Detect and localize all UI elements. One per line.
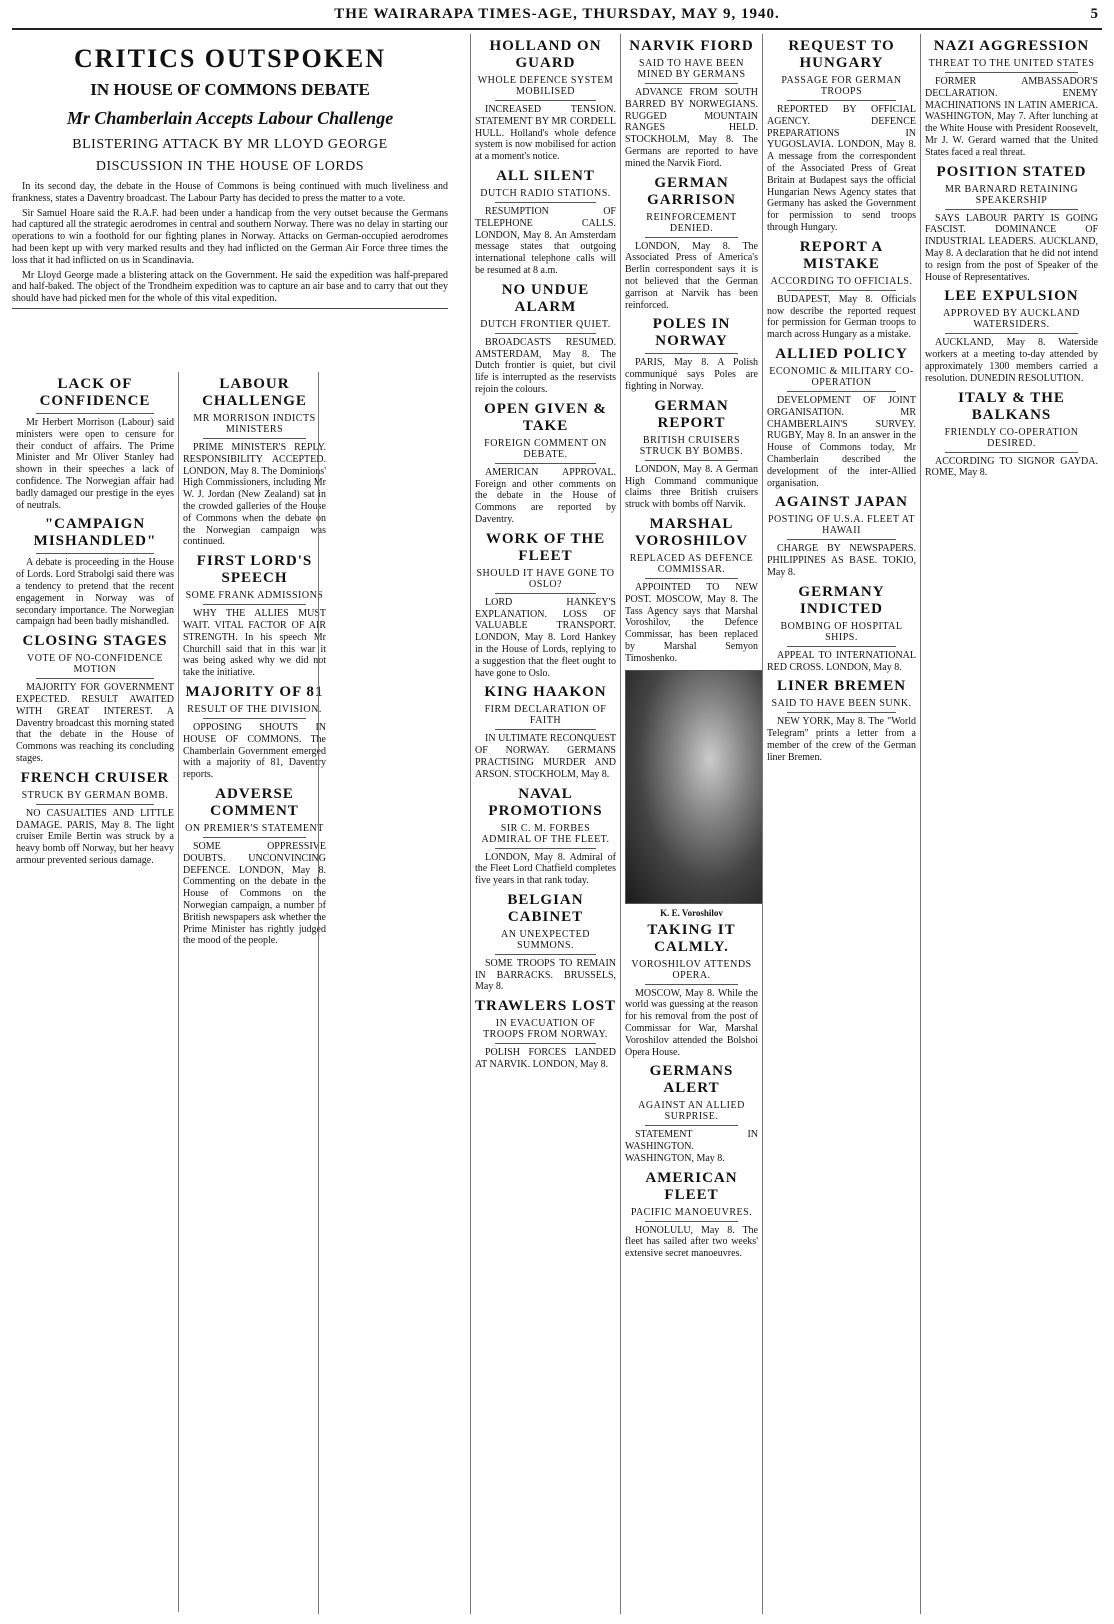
article-body: REPORTED BY OFFICIAL AGENCY. DEFENCE PREPARATIONS IN YUGOSLAVIA. LONDON, May 8. A message from the correspondent of the Associated Press of Great Britain at Budapest says the official Hungarian News Agency states that Germany has asked the Government for permission to send troops through Hungary. [767,104,916,233]
article-headline: GERMAN GARRISON [647,174,736,208]
article-body: NO CASUALTIES AND LITTLE DAMAGE. PARIS, May 8. The light cruiser Emile Bertin was struck by a heavy bomb off Norway, but her heavy armour prevented serious damage. [16,807,174,866]
article-headline: HOLLAND ON GUARD [489,38,602,71]
article-headline: LABOUR CHALLENGE [202,376,307,409]
article-headline: GERMANY INDICTED [798,583,885,617]
article-headline: FIRST LORD'S SPEECH [196,553,313,587]
article-body: BUDAPEST, May 8. Officials now describe the reported request for permission for German troops to march across Hungary as a mistake. [767,293,916,341]
article-subhead: SIR C. M. FORBES ADMIRAL OF THE FLEET. [481,822,610,845]
divider [645,1221,738,1222]
divider [645,1125,738,1126]
divider [945,209,1078,210]
article-headline: REQUEST TO HUNGARY [788,38,895,71]
divider [787,539,896,540]
article-headline: OPEN GIVEN & TAKE [484,400,607,434]
article-4-1 [767,239,916,341]
article-body: OPPOSING SHOUTS IN HOUSE OF COMMONS. The Chamberlain Government emerged with a majority of 81, Daventry reports. [183,721,326,781]
article-subhead: ECONOMIC & MILITARY CO-OPERATION [769,365,914,388]
article-headline: TRAWLERS LOST [475,998,616,1015]
lead-subhead-1: IN HOUSE OF COMMONS DEBATE [90,80,370,99]
article-4-0 [767,38,916,234]
divider [645,237,738,238]
article-subhead: ON PREMIER'S STATEMENT [185,822,324,834]
article-headline: ADVERSE COMMENT [210,785,299,819]
article-subhead: MR MORRISON INDICTS MINISTERS [193,413,316,435]
portrait-photo [625,670,762,904]
article-subhead: SAID TO HAVE BEEN MINED BY GERMANS [637,58,746,80]
divider [945,452,1078,453]
lead-paragraph: Mr Lloyd George made a blistering attack on the Government. He said the expedition was half-prepared and half-baked. The object of the Trondheim expedition was to capture an air base and to carry that out they should have had picked men for the whole of this vital expedition. [12,269,448,305]
article-headline: BELGIAN CABINET [507,891,584,925]
article-0-1 [16,516,174,628]
article-headline: AGAINST JAPAN [775,494,908,511]
article-2-1 [475,168,616,277]
lead-subhead-4: DISCUSSION IN THE HOUSE OF LORDS [95,159,365,174]
article-5-3 [925,390,1098,480]
article-subhead: WHOLE DEFENCE SYSTEM MOBILISED [477,75,614,97]
article-subhead: IN EVACUATION OF TROOPS FROM NORWAY. [483,1018,608,1041]
lead-subhead-2: Mr Chamberlain Accepts Labour Challenge [66,108,394,128]
article-headline: ALLIED POLICY [775,345,908,362]
article-3-1 [625,175,758,312]
article-headline: "CAMPAIGN MISHANDLED" [33,516,157,550]
article-body: INCREASED TENSION. STATEMENT BY MR CORDELL HULL. Holland's whole defence system is now mobilised for action at a moment's notice. [475,104,616,163]
article-body: PARIS, May 8. A Polish communiqué says Poles are fighting in Norway. [625,357,758,392]
article-2-2 [475,282,616,396]
article-1-0 [183,376,326,548]
article-2-3 [475,401,616,526]
article-headline: ITALY & THE BALKANS [958,389,1065,423]
article-subhead: VOTE OF NO-CONFIDENCE MOTION [26,653,164,676]
article-subhead: SHOULD IT HAVE GONE TO OSLO? [476,567,615,590]
article-headline: FRENCH CRUISER [20,769,170,786]
article-subhead: RESULT OF THE DIVISION. [187,703,322,715]
article-5-1 [925,164,1098,284]
article-3-4 [625,516,758,665]
divider [495,954,596,955]
article-subhead: POSTING OF U.S.A. FLEET AT HAWAII [768,514,915,537]
article-subhead: ACCORDING TO OFFICIALS. [770,275,913,287]
article-body: PRIME MINISTER'S REPLY. RESPONSIBILITY ACCEPTED. LONDON, May 8. The Dominions' High Commissioners, including Mr W. J. Jordan (New Zealand) sat in the crowded galleries of the House of Commons when the debate on the Norwegian campaign was continued. [183,442,326,548]
article-body: SOME TROOPS TO REMAIN IN BARRACKS. BRUSSELS, May 8. [475,957,616,993]
column-6 [920,34,1102,1614]
article-body: SAYS LABOUR PARTY IS GOING FASCIST. DOMINANCE OF INDUSTRIAL LEADERS. AUCKLAND, May 8. A declaration that he did not intend to resign from the post of Speaker of the House of Representatives. [925,212,1098,283]
divider [36,678,154,679]
article-headline: POLES IN NORWAY [652,316,731,350]
article-body: IN ULTIMATE RECONQUEST OF NORWAY. GERMANS PRACTISING MURDER AND ARSON. STOCKHOLM, May 8. [475,733,616,780]
article-headline: MARSHAL VOROSHILOV [634,515,749,549]
article-body: LONDON, May 8. The Associated Press of America's Berlin correspondent says it is not believed that the German garrison at Narvik has been reinforced. [625,240,758,311]
article-subhead: FOREIGN COMMENT ON DEBATE. [484,437,607,460]
article-headline: GERMANS ALERT [649,1063,734,1097]
divider [645,83,738,84]
article-body: ADVANCE FROM SOUTH BARRED BY NORWEGIANS. RUGGED MOUNTAIN RANGES HELD. STOCKHOLM, May 8. The Germans are reported to have mined the Narvik Fiord. [625,87,758,169]
article-body: RESUMPTION OF TELEPHONE CALLS. LONDON, May 8. An Amsterdam message states that outgoing international telephone calls will be resumed at 8 a.m. [475,205,616,276]
article-1-3 [183,786,326,947]
article-2-0 [475,38,616,163]
article-headline: NARVIK FIORD [629,38,754,54]
article-body: LONDON, May 8. Admiral of the Fleet Lord Chatfield completes five years in that rank today. [475,851,616,887]
article-subhead: STRUCK BY GERMAN BOMB. [21,789,169,801]
divider [945,72,1078,73]
article-body: LORD HANKEY'S EXPLANATION. LOSS OF VALUABLE TRANSPORT. LONDON, May 8. Lord Hankey in the House of Lords, replying to a suggestion that the fleet ought to have gone to Oslo. [475,596,616,679]
article-subhead: FIRM DECLARATION OF FAITH [484,704,607,727]
article-body: HONOLULU, May 8. The fleet has sailed after two weeks' extensive secret manoeuvres. [625,1224,758,1260]
article-subhead: DUTCH RADIO STATIONS. [480,187,611,199]
article-body: WHY THE ALLIES MUST WAIT. VITAL FACTOR OF AIR STRENGTH. In his speech Mr Churchill said that in this war it was being asked why we did not take the initiative. [183,608,326,679]
article-3-0 [625,38,758,170]
article-subhead: REINFORCEMENT DENIED. [646,211,737,234]
column-3 [470,34,620,1614]
article-1-2 [183,684,326,781]
divider [645,578,738,579]
article-body: STATEMENT IN WASHINGTON. WASHINGTON, May 8. [625,1129,758,1164]
lead-subhead-3: BLISTERING ATTACK BY MR LLOYD GEORGE [72,137,388,152]
article-subhead: FRIENDLY CO-OPERATION DESIRED. [944,426,1079,449]
lead-paragraph: In its second day, the debate in the House of Commons is being continued with much liveliness and frankness, states a Daventry broadcast. The Labour Party has decided to press the matter to a vote. [12,181,448,204]
article-4-5 [767,678,916,763]
article-body: MOSCOW, May 8. While the world was guessing at the reason for his removal from the post of Commissar for War, Marshal Voroshilov attended the Bolshoi Opera House. [625,987,758,1058]
article-2-5 [475,684,616,780]
article-body: APPEAL TO INTERNATIONAL RED CROSS. LONDON, May 8. [767,649,916,673]
column-5 [762,34,920,1614]
article-body: MAJORITY FOR GOVERNMENT EXPECTED. RESULT AWAITED WITH GREAT INTEREST. A Daventry broadcast this morning stated that the debate in the House of Commons was reaching its concluding stages. [16,682,174,764]
page-number: 5 [1090,6,1098,22]
divider [203,837,306,838]
article-headline: NAZI AGGRESSION [933,38,1090,54]
divider [787,712,896,713]
article-4-4 [767,584,916,674]
article-headline: MAJORITY OF 81 [185,683,324,700]
lead-paragraph: Sir Samuel Hoare said the R.A.F. had been under a handicap from the very outset because the Germans had captured all the strategic aerodromes in central and southern Norway. There was no delay in starting our operations to win a foothold for our fighting planes in Norway. Attacks on German-occupied aerodromes had been kept up with very marked results and they had inflicted on the German Air Force three times the loss that it had inflicted on us in Scandinavia. [12,207,448,266]
article-body: NEW YORK, May 8. The "World Telegram" prints a letter from a member of the crew of the German liner Bremen. [767,716,916,763]
article-2-4 [475,531,616,680]
article-subhead: DUTCH FRONTIER QUIET. [480,318,611,330]
article-3-3 [625,398,758,511]
photo-caption: K. E. Voroshilov [660,907,723,918]
divider [787,290,896,291]
article-4-3 [767,494,916,578]
article-headline: WORK OF THE FLEET [485,530,606,564]
article-3-6 [625,1063,758,1164]
article-0-3 [16,770,174,867]
divider [203,604,306,605]
article-headline: REPORT A MISTAKE [799,238,884,272]
article-0-0 [16,376,174,511]
divider [645,353,738,354]
article-subhead: AGAINST AN ALLIED SURPRISE. [638,1100,745,1123]
lead-story [12,34,448,309]
article-subhead: PACIFIC MANOEUVRES. [630,1206,753,1218]
divider [787,100,896,101]
article-belgian-cabinet [475,892,616,993]
article-body: Mr Herbert Morrison (Labour) said ministers were open to censure for their conduct of affairs. The Prime Minister and Mr Oliver Stanley had shown in their speeches a lack of confidence. The Norwegian affair had badly damaged our prestige in the eyes of neutrals. [16,417,174,511]
article-5-2 [925,288,1098,384]
article-body: A debate is proceeding in the House of Lords. Lord Strabolgi said there was a tendency to pretend that the recent engagement in Norway was of secondary importance. The Norwegian campaign had been badly mishandled. [16,557,174,628]
article-body: SOME OPPRESSIVE DOUBTS. UNCONVINCING DEFENCE. LONDON, May 8. Commenting on the debate in the House of Commons on the Norwegian campaign, a number of British newspapers ask whether the Prime Minister has rightly judged the mood of the people. [183,840,326,947]
article-subhead: APPROVED BY AUCKLAND WATERSIDERS. [943,308,1080,331]
article-subhead: BRITISH CRUISERS STRUCK BY BOMBS. [639,434,744,457]
masthead-title: THE WAIRARAPA TIMES-AGE, THURSDAY, MAY 9, 1940. [334,6,780,22]
divider [495,593,596,594]
article-body: BROADCASTS RESUMED. AMSTERDAM, May 8. The Dutch frontier is quiet, but civil life is interrupted as the reservists rejoin the colours. [475,336,616,395]
article-body: APPOINTED TO NEW POST. MOSCOW, May 8. The Tass Agency says that Marshal Voroshilov, the Defence Commissar, has been replaced by Marshal Semyon Timoshenko. [625,581,758,664]
article-2-6 [475,786,616,887]
divider [495,463,596,464]
article-subhead: AN UNEXPECTED SUMMONS. [501,928,590,951]
divider [787,646,896,647]
article-body: POLISH FORCES LANDED AT NARVIK. LONDON, May 8. [475,1047,616,1071]
column-2b [318,372,448,1614]
article-subhead: REPLACED AS DEFENCE COMMISSAR. [629,552,754,575]
article-subhead: SAID TO HAVE BEEN SUNK. [771,698,912,710]
divider [495,729,596,730]
article-headline: TAKING IT CALMLY. [647,921,736,955]
article-subhead: PASSAGE FOR GERMAN TROOPS [781,75,902,97]
article-headline: POSITION STATED [936,163,1087,180]
article-3-7 [625,1170,758,1260]
article-headline: ALL SILENT [496,167,595,184]
article-5-0 [925,38,1098,159]
article-0-2 [16,633,174,765]
column-4 [620,34,762,1614]
article-subhead: BOMBING OF HOSPITAL SHIPS. [780,620,903,643]
divider [36,413,154,414]
divider [495,202,596,203]
divider [495,848,596,849]
article-subhead: THREAT TO THE UNITED STATES [928,58,1095,69]
article-3-2 [625,316,758,392]
article-body: AUCKLAND, May 8. Waterside workers at a meeting to-day attended by approximately 1300 members carried a resolution. DUNEDIN RESOLUTION. [925,337,1098,384]
article-headline: NO UNDUE ALARM [501,281,590,315]
article-body: ACCORDING TO SIGNOR GAYDA. ROME, May 8. [925,455,1098,479]
article-body: LONDON, May 8. A German High Command communique claims three British cruisers struck with bombs off Narvik. [625,463,758,511]
article-headline: CLOSING STAGES [22,633,168,650]
masthead [12,4,1102,30]
article-headline: NAVAL PROMOTIONS [488,785,603,819]
article-4-2 [767,346,916,489]
divider [645,984,738,985]
article-trawlers-lost [475,998,616,1071]
article-body: DEVELOPMENT OF JOINT ORGANISATION. MR CHAMBERLAIN'S SURVEY. RUGBY, May 8. In an answer in the House of Commons today, Mr Chamberlain described the development of the inter-Allied organisation. [767,394,916,489]
divider [203,438,306,439]
article-1-1 [183,553,326,679]
article-subhead: VOROSHILOV ATTENDS OPERA. [631,958,752,981]
article-headline: KING HAAKON [484,684,607,701]
article-headline: LACK OF CONFIDENCE [39,376,151,409]
article-body: AMERICAN APPROVAL. Foreign and other comments on the debate in the House of Commons are reported by Daventry. [475,466,616,525]
article-3-5 [625,922,758,1059]
article-body: FORMER AMBASSADOR'S DECLARATION. ENEMY MACHINATIONS IN LATIN AMERICA. WASHINGTON, May 7. After lunching at the White House with President Roosevelt, Mr J. W. Gerard warned that the United States faced a real threat. [925,76,1098,158]
article-body: CHARGE BY NEWSPAPERS. PHILIPPINES AS BASE. TOKIO, May 8. [767,543,916,578]
article-headline: AMERICAN FLEET [645,1169,738,1203]
divider [787,391,896,392]
divider [945,333,1078,334]
article-headline: LINER BREMEN [776,678,907,695]
column-1 [12,372,178,1612]
article-headline: GERMAN REPORT [654,397,729,431]
divider [495,1043,596,1044]
article-subhead: MR BARNARD RETAINING SPEAKERSHIP [944,183,1079,206]
article-headline: LEE EXPULSION [944,288,1079,305]
column-2 [178,372,330,1612]
divider [203,718,306,719]
divider [495,100,596,101]
divider [36,804,154,805]
divider [36,553,154,554]
divider [645,460,738,461]
divider [495,333,596,334]
lead-headline: CRITICS OUTSPOKEN [73,44,387,73]
article-subhead: SOME FRANK ADMISSIONS [185,590,324,602]
